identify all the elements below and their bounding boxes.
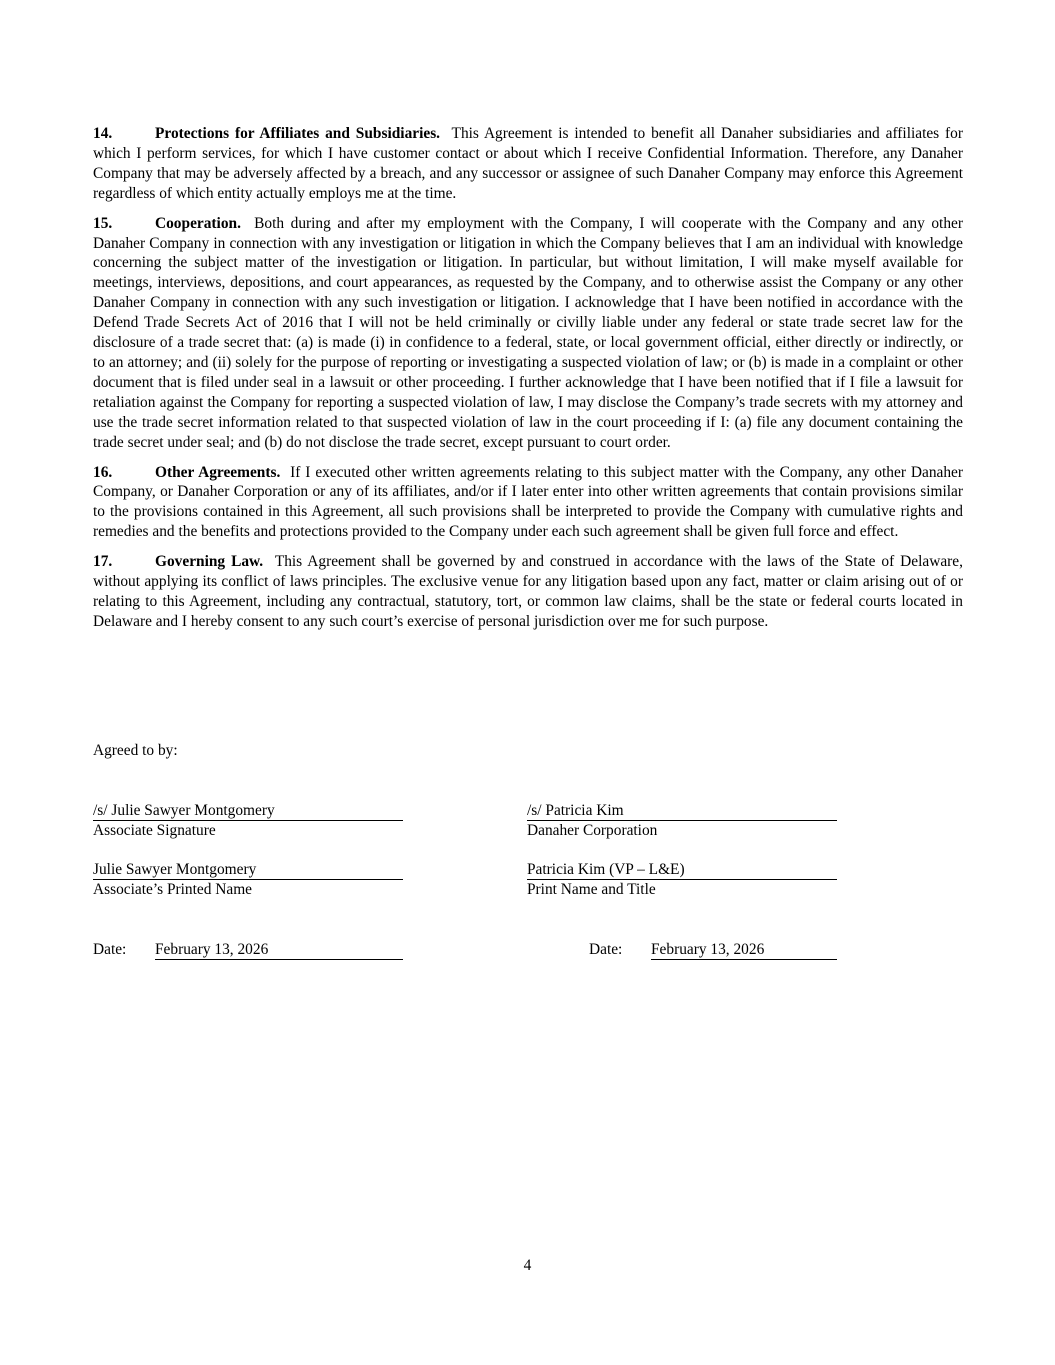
company-signature-line — [527, 801, 837, 821]
associate-date: February 13, 2026 — [155, 942, 403, 960]
section-heading: Protections for Affiliates and Subsidiaries. — [155, 125, 441, 142]
company-printed-name-caption: Print Name and Title — [527, 881, 656, 898]
page-number: 4 — [523, 1257, 532, 1274]
associate-printed-name-line — [93, 860, 403, 880]
section-body: This Agreement shall be governed by and construed in accordance with the laws of the State of Delaware, without applying its conflict of laws principles. The exclusive venue for any litigation based upon any fact, matter or claim arising out of or relating to this Agreement, including any contractual, statutory, tort, or common law claims, shall be the state or federal courts located in Delaware and I hereby consent to any such court’s exercise of personal jurisdiction over me for such purpose. — [93, 553, 963, 630]
section-heading: Other Agreements. — [155, 463, 281, 481]
section-15 — [93, 214, 963, 453]
sections-container — [93, 124, 963, 642]
company-signature: /s/ Patricia Kim — [527, 803, 837, 821]
associate-date-label: Date: — [93, 941, 127, 958]
company-printed-name-line — [527, 860, 837, 880]
associate-signature: /s/ Julie Sawyer Montgomery — [93, 803, 403, 821]
section-number: 17. — [93, 553, 113, 571]
section-heading: Cooperation. — [155, 214, 241, 232]
section-14 — [93, 124, 963, 204]
company-date-line — [651, 940, 837, 960]
associate-date-line — [155, 940, 403, 960]
company-date-label: Date: — [589, 941, 623, 958]
associate-signature-caption: Associate Signature — [93, 822, 216, 839]
section-number: 14. — [93, 125, 113, 142]
agreed-to-by-label: Agreed to by: — [93, 742, 178, 759]
section-body: Both during and after my employment with the Company, I will cooperate with the Company and any other Danaher Company in connection with any investigation or litigation in which the Company believes that I am an individual with knowledge concerning the subject matter of the investigation or litigation. In particular, but without limitation, I will make myself available for meetings, interviews, depositions, and court appearances, as requested by the Company, and to otherwise assist the Company or any other Danaher Company in connection with any such investigation or litigation. I acknowledge that I have been notified in accordance with the Defend Trade Secrets Act of 2016 that I will not be held criminally or civilly liable under any federal or state trade secret law for the disclosure of a trade secret that: (a) is made (i) in confidence to a federal, state, or local government official, either directly or indirectly, or to an attorney; and (ii) solely for the purpose of reporting or investigating a suspected violation of law; or (b) is made in a complaint or other document that is filed under seal in a lawsuit or other proceeding. I further acknowledge that I have been notified that if I file a lawsuit for retaliation against the Company for reporting a suspected violation of law, I may disclose the Company’s trade secrets with my attorney and use the trade secret information related to that suspected violation of law in the court proceeding if I: (a) file any document containing the trade secret under seal; and (b) do not disclose the trade secret, except pursuant to court order. — [93, 214, 963, 451]
section-number: 16. — [93, 463, 113, 481]
section-heading: Governing Law. — [155, 553, 264, 571]
associate-signature-line — [93, 801, 403, 821]
company-signature-caption: Danaher Corporation — [527, 822, 658, 839]
section-body: If I executed other written agreements relating to this subject matter with the Company, any other Danaher Company, or Danaher Corporation or any of its affiliates, and/or if I later enter into other written agreements that contain provisions similar to the provisions contained in this Agreement, all such provisions shall be interpreted to provide the Company with cumulative rights and remedies and the benefits and protections provided to the Company under each such agreement shall be given full force and effect. — [93, 463, 963, 541]
company-date: February 13, 2026 — [651, 942, 837, 960]
associate-printed-name-caption: Associate’s Printed Name — [93, 881, 253, 898]
section-17 — [93, 552, 963, 632]
company-printed-name: Patricia Kim (VP – L&E) — [527, 862, 837, 880]
section-body: This Agreement is intended to benefit all Danaher subsidiaries and affiliates for which I perform services, for which I have customer contact or about which I receive Confidential Information. Therefore, any Danaher Company that may be adversely affected by a breach, and any successor or assignee of such Danaher Company may enforce this Agreement regardless of which entity actually employs me at the time. — [93, 125, 964, 202]
section-number: 15. — [93, 214, 113, 232]
section-16 — [93, 463, 963, 543]
associate-printed-name: Julie Sawyer Montgomery — [93, 862, 403, 880]
